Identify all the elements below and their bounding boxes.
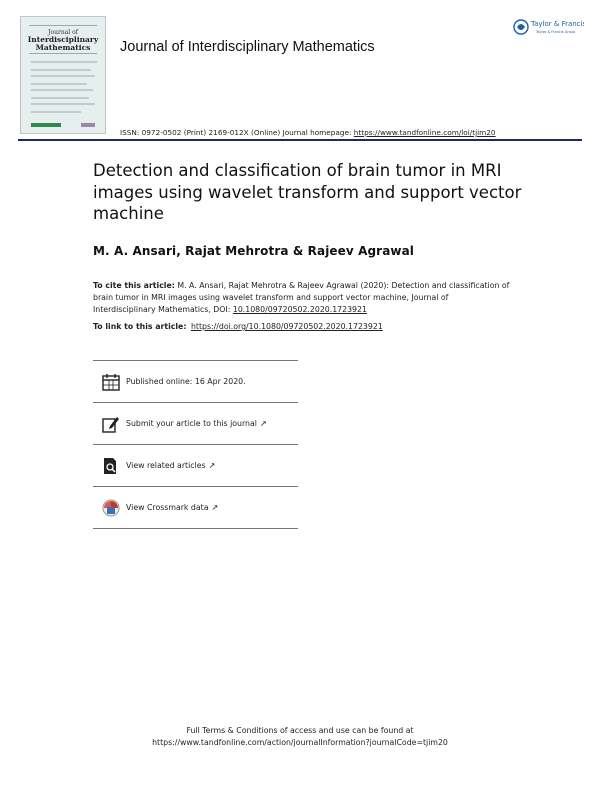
external-link-icon: ↗ [208,461,216,470]
footer-terms [0,725,600,750]
external-link-icon: ↗ [259,419,267,428]
calendar-icon [100,371,122,393]
submit-article-item[interactable] [93,403,298,445]
citation-doi-link[interactable]: 10.1080/09720502.2020.1723921 [232,305,367,315]
footer-terms-url[interactable]: https://www.tandfonline.com/action/journalInformation?journalCode=tjim20 [152,738,448,748]
cover-title [21,29,105,52]
svg-text:Taylor & Francis Group: Taylor & Francis Group [536,30,576,34]
document-search-icon [100,455,122,477]
related-articles-link[interactable]: View related articles [126,461,206,470]
published-online-text: Published online: 16 Apr 2020. [126,377,246,386]
published-online-item [93,360,298,403]
crossmark-item[interactable] [93,487,298,529]
article-actions-list [93,360,298,529]
article-link-line [93,322,383,331]
crossmark-link[interactable]: View Crossmark data [126,503,209,512]
article-authors: M. A. Ansari, Rajat Mehrotra & Rajeev Agrawal [93,244,414,258]
footer-line1: Full Terms & Conditions of access and use can be found at [186,726,414,735]
article-doi-url[interactable]: https://doi.org/10.1080/09720502.2020.1723921 [190,322,383,331]
submit-article-link[interactable]: Submit your article to this journal [126,419,257,428]
header-divider [18,139,582,141]
journal-homepage-link[interactable]: https://www.tandfonline.com/loi/tjim20 [353,128,496,137]
issn-text: ISSN: 0972-0502 (Print) 2169-012X (Online) Journal homepage: [120,128,352,137]
cover-title-line1: Interdisciplinary [27,35,99,44]
cover-small-label: Journal of [48,29,78,36]
external-link-icon: ↗ [211,503,219,512]
edit-icon [100,413,122,435]
cover-publisher-logo [31,123,61,127]
citation-label: To cite this article: [93,281,175,290]
citation-block [93,280,513,317]
related-articles-item[interactable] [93,445,298,487]
svg-text:Taylor & Francis: Taylor & Francis [531,20,584,28]
article-link-label: To link to this article: [93,322,187,331]
journal-title: Journal of Interdisciplinary Mathematics [120,39,375,55]
taylor-francis-logo [512,16,584,38]
journal-cover-image [20,16,106,134]
article-title: Detection and classification of brain tumor in MRI images using wavelet transform and support vector machine [93,161,522,223]
citation-text: M. A. Ansari, Rajat Mehrotra & Rajeev Agrawal (2020): Detection and classification of brain tumor in MRI images using wavelet transform and support vector machine, Journal of Interdisciplinary Mathematics, DOI: [93,281,510,315]
crossmark-icon [100,497,122,519]
cover-title-line2: Mathematics [35,43,91,52]
issn-line [120,128,496,137]
